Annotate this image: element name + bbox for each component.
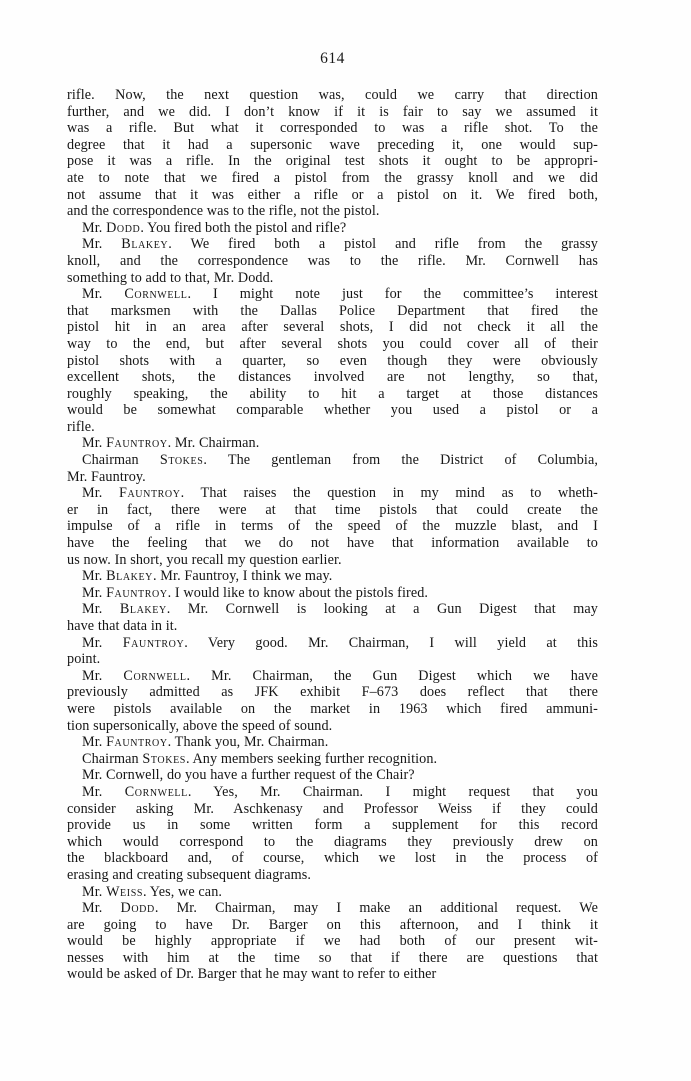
text-line: something to add to that, Mr. Dodd. (67, 269, 274, 286)
speaker-name: Blakey (106, 568, 154, 585)
text-line: Mr. Fauntroy. Thank you, Mr. Chairman. (82, 734, 329, 751)
text-block (67, 87, 598, 983)
text-line: was a rifle. But what it corresponded to was a rifle shot. To the (67, 120, 598, 137)
text-line: would be highly appropriate if we had both of our present wit- (67, 933, 598, 950)
text-line: Mr. Fauntroy. Very good. Mr. Chairman, I will yield at this (82, 634, 598, 651)
text-line: pose it was a rifle. In the original test shots it ought to be appropri- (67, 153, 598, 170)
text-line: Mr. Blakey. Mr. Fauntroy, I think we may. (82, 568, 333, 585)
text-line: us now. In short, you recall my question earlier. (67, 551, 342, 568)
text-line: that marksmen with the Dallas Police Department that fired the (67, 302, 598, 319)
speaker-name: Fauntroy (106, 734, 168, 751)
speaker-name: Cornwell (123, 667, 187, 684)
text-line: have that data in it. (67, 618, 178, 634)
text-line: rifle. Now, the next question was, could we carry that direction (67, 87, 598, 103)
speaker-name: Blakey (121, 236, 169, 253)
text-line: Mr. Fauntroy. Mr. Chairman. (82, 435, 260, 452)
text-line: roughly speaking, the ability to hit a target at those distances (67, 385, 598, 402)
speaker-name: Weiss (106, 883, 144, 900)
text-line: way to the end, but after several shots you could cover all of their (67, 335, 598, 352)
text-line: Mr. Cornwell. I might note just for the committee’s interest (82, 286, 598, 303)
text-line: erasing and creating subsequent diagrams. (67, 866, 312, 883)
text-line: and the correspondence was to the rifle, not the pistol. (67, 203, 380, 220)
text-line: would be somewhat comparable whether you used a pistol or a (67, 402, 598, 419)
text-line: have the feeling that we do not have that information available to (67, 535, 598, 552)
text-line: not assume that it was either a rifle or a pistol on it. We fired both, (67, 186, 598, 203)
text-line: tion supersonically, above the speed of sound. (67, 717, 333, 734)
text-line: are going to have Dr. Barger on this afternoon, and I think it (67, 916, 598, 933)
speaker-name: Fauntroy (106, 435, 168, 452)
speaker-name: Fauntroy (106, 584, 168, 601)
text-line: Mr. Fauntroy. That raises the question in my mind as to wheth- (82, 485, 598, 502)
text-line: Mr. Cornwell, do you have a further request of the Chair? (82, 767, 415, 784)
text-line: Chairman Stokes. The gentleman from the District of Columbia, (82, 452, 598, 469)
text-line: Mr. Dodd. Mr. Chairman, may I make an additional request. We (82, 900, 598, 917)
text-line: further, and we did. I don’t know if it is fair to say we assumed it (67, 103, 598, 120)
text-line: Mr. Weiss. Yes, we can. (82, 883, 223, 900)
text-line: Mr. Blakey. We fired both a pistol and rifle from the grassy (82, 236, 598, 253)
text-line: er in fact, there were at that time pistols that could create the (67, 501, 598, 518)
text-line: Mr. Cornwell. Mr. Chairman, the Gun Digest which we have (82, 667, 598, 684)
text-line: excellent shots, the distances involved are not lengthy, so that, (67, 369, 598, 386)
text-line: Chairman Stokes. Any members seeking further recognition. (82, 750, 438, 767)
text-line: would be asked of Dr. Barger that he may want to refer to either (67, 966, 437, 983)
text-line: rifle. (67, 418, 95, 435)
speaker-name: Cornwell (124, 783, 188, 800)
speaker-name: Blakey (119, 601, 167, 618)
text-line: provide us in some written form a supplement for this record (67, 817, 598, 834)
text-line: pistol shots with a quarter, so even though they were obviously (67, 352, 598, 369)
text-line: Mr. Blakey. Mr. Cornwell is looking at a Gun Digest that may (82, 601, 598, 618)
text-line: degree that it had a supersonic wave preceding it, one would sup- (67, 136, 598, 153)
speaker-name: Dodd (106, 219, 141, 236)
text-line: which would correspond to the diagrams they previously drew on (67, 833, 598, 850)
speaker-name: Cornwell (124, 286, 188, 303)
text-line: nesses with him at the time so that if there are questions that (67, 949, 598, 966)
text-line: pistol hit in an area after several shots, I did not check it all the (67, 319, 598, 336)
text-line: ate to note that we fired a pistol from the grassy knoll and we did (67, 169, 598, 186)
text-line: previously admitted as JFK exhibit F–673 does reflect that there (67, 684, 598, 701)
text-line: knoll, and the correspondence was to the rifle. Mr. Cornwell has (67, 252, 598, 269)
speaker-name: Fauntroy (119, 485, 181, 502)
speaker-name: Fauntroy (122, 634, 185, 651)
speaker-name: Dodd (120, 900, 155, 917)
text-line: Mr. Cornwell. Yes, Mr. Chairman. I might request that you (82, 783, 598, 800)
text-line: Mr. Dodd. You fired both the pistol and rifle? (82, 219, 347, 236)
text-line: impulse of a rifle in terms of the speed of the muzzle blast, and I (67, 518, 598, 535)
text-line: were pistols available on the market in 1963 which fired ammuni- (67, 700, 598, 717)
text-line: consider asking Mr. Aschkenasy and Professor Weiss if they could (67, 800, 598, 817)
text-line: the blackboard and, of course, which we lost in the process of (67, 850, 598, 867)
text-line: Mr. Fauntroy. (67, 468, 146, 485)
speaker-name: Stokes (142, 750, 186, 767)
text-line: point. (67, 651, 101, 668)
speaker-name: Stokes (159, 452, 204, 469)
page-number: 614 (320, 50, 345, 67)
text-line: Mr. Fauntroy. I would like to know about the pistols fired. (82, 584, 429, 601)
